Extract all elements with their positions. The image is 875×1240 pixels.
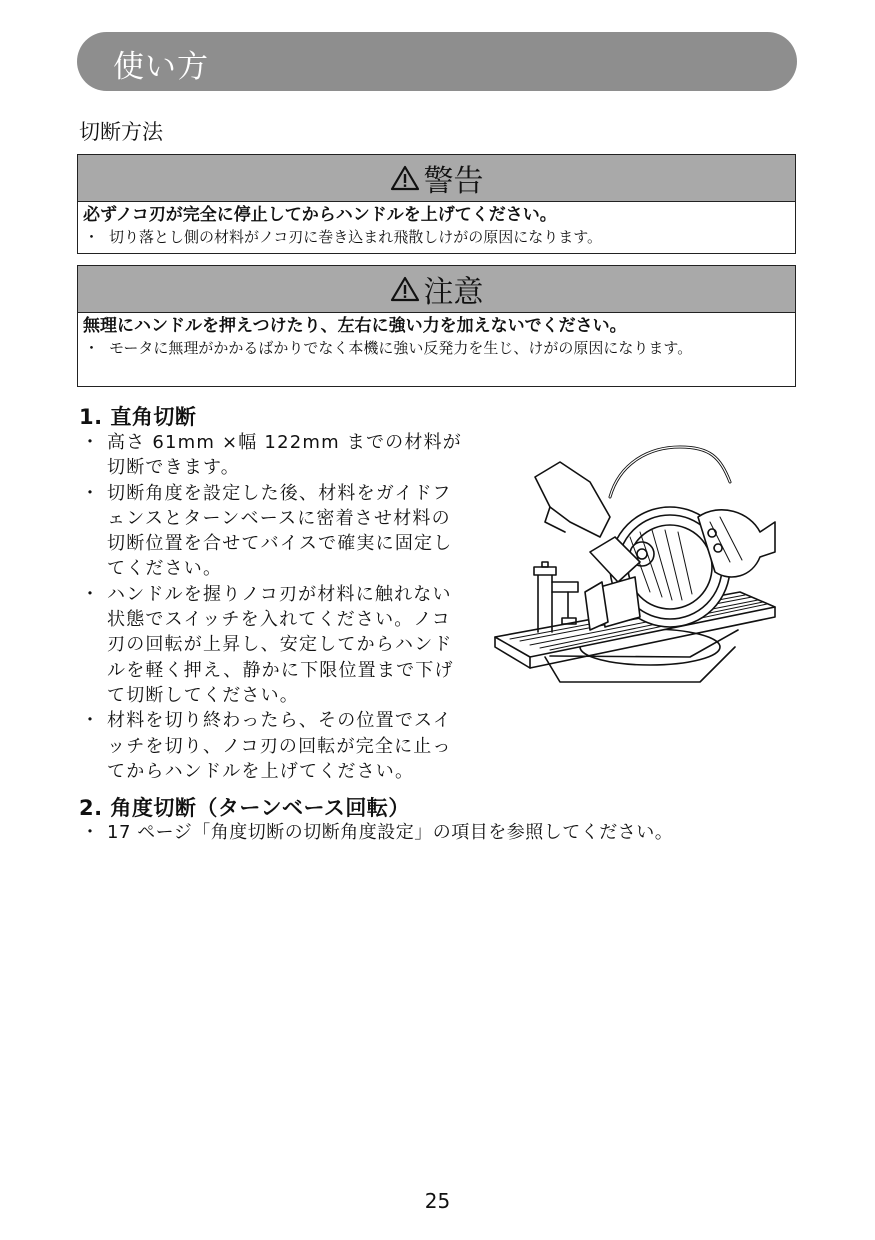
list-item [79, 708, 469, 784]
warning-bullet-text: 切り落とし側の材料がノコ刃に巻き込まれ飛散しけがの原因になります。 [109, 228, 603, 246]
straight-cut-list [79, 430, 469, 784]
page-number: 25 [424, 1189, 451, 1213]
bullet-mark: ・ [81, 710, 101, 732]
caution-bullet [78, 337, 795, 363]
section-title: 切断方法 [79, 120, 163, 144]
warning-label: 警告 [423, 164, 484, 199]
warning-bullet [78, 226, 795, 252]
miter-saw-illustration [490, 442, 780, 696]
caution-box-header [78, 266, 795, 313]
header-bar [77, 32, 797, 91]
angle-cut-reference [79, 820, 673, 845]
list-item [79, 582, 469, 708]
angle-cut-reference-text: 17 ページ「角度切断の切断角度設定」の項目を参照してください。 [107, 822, 674, 843]
straight-cut-heading: 1. 直角切断 [79, 405, 197, 429]
bullet-mark: ・ [81, 482, 101, 504]
list-item [79, 430, 469, 481]
bullet-mark: ・ [84, 228, 100, 246]
warning-box [77, 154, 796, 254]
caution-bullet-text: モータに無理がかかるばかりでなく本機に強い反発力を生じ、けがの原因になります。 [109, 339, 693, 357]
list-item-text: 高さ 61mm ×幅 122mm までの材料が切断できます。 [107, 432, 462, 479]
bullet-mark: ・ [81, 432, 101, 453]
warning-triangle-icon [390, 275, 420, 303]
warning-lead: 必ずノコ刃が完全に停止してからハンドルを上げてください。 [83, 205, 557, 225]
angle-cut-heading: 2. 角度切断（ターンベース回転） [79, 796, 410, 820]
caution-label: 注意 [423, 275, 484, 310]
list-item [79, 481, 469, 582]
warning-triangle-icon [390, 164, 420, 192]
list-item-text: ハンドルを握りノコ刃が材料に触れない状態でスイッチを入れてください。ノコ刃の回転が上昇し、安定してからハンドルを軽く押え、静かに下限位置まで下げて切断してください。 [107, 583, 454, 706]
list-item-text: 材料を切り終わったら、その位置でスイッチを切り、ノコ刃の回転が完全に止ってからハンドルを上げてください。 [107, 710, 453, 782]
list-item-text: 切断角度を設定した後、材料をガイドフェンスとターンベースに密着させ材料の切断位置を合せてバイスで確実に固定してください。 [107, 482, 453, 580]
bullet-mark: ・ [81, 822, 100, 843]
caution-lead: 無理にハンドルを押えつけたり、左右に強い力を加えないでください。 [83, 316, 627, 336]
caution-box [77, 265, 796, 387]
warning-box-header [78, 155, 795, 202]
page-title: 使い方 [113, 49, 209, 85]
bullet-mark: ・ [81, 583, 101, 605]
bullet-mark: ・ [84, 339, 100, 357]
